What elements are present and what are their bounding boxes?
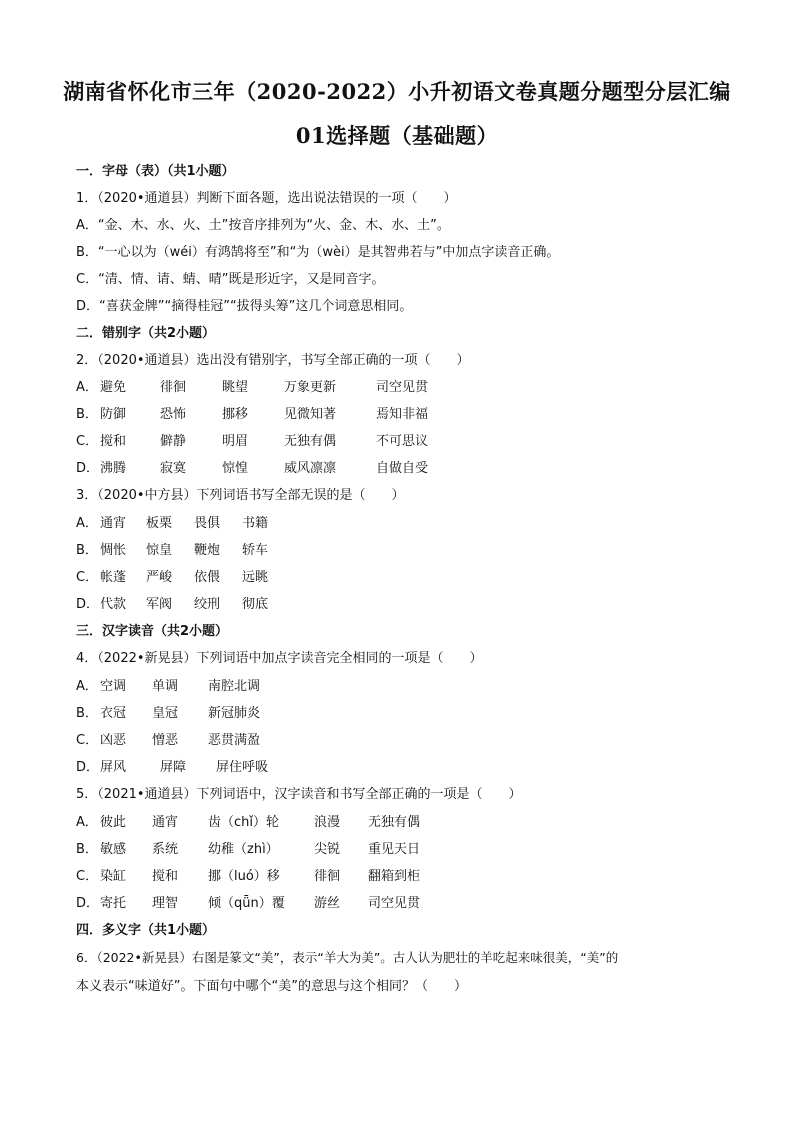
option-word: 依偎 [194,570,221,585]
option-word: 屏住呼吸 [216,760,269,775]
option-word: 彼此 [100,815,127,830]
option-word: 通宵 [100,516,127,531]
section-heading: 二．错别字（共2小题） [76,326,216,341]
option-word: 系统 [152,842,179,857]
option-word: 理智 [152,896,179,911]
question-stem: 1．（2020•通道县）判断下面各题，选出说法错误的一项（ ） [76,191,457,206]
option-label: B． [76,407,98,422]
option-word: 衣冠 [100,706,127,721]
option-word: 浪漫 [314,815,341,830]
option-c: C．“清、情、请、蜻、晴”既是形近字，又是同音字。 [76,272,385,287]
option-label: A． [76,679,98,694]
option-word: 书籍 [242,516,269,531]
section-heading: 一．字母（表）（共1小题） [76,164,235,179]
option-word: 齿（chǐ）轮 [208,815,279,830]
option-label: D． [76,896,100,911]
question-stem: 6．（2022•新晃县）右图是篆文“美”，表示“羊大为美”。古人认为肥壮的羊吃起来味很美，“美”的 [76,950,619,965]
option-word: 惊惶 [222,461,249,476]
option-word: 惊皇 [146,543,173,558]
option-word: 军阀 [146,597,173,612]
question-stem: 5．（2021•通道县）下列词语中，汉字读音和书写全部正确的一项是（ ） [76,787,522,802]
section-heading: 四．多义字（共1小题） [76,923,216,938]
option-word: 严峻 [146,570,173,585]
option-word: 轿车 [242,543,269,558]
section-heading: 三．汉字读音（共2小题） [76,624,229,639]
option-word: 搅和 [100,434,127,449]
option-word: 沸腾 [100,461,127,476]
option-word: 见微知著 [284,407,337,422]
option-word: 南腔北调 [208,679,261,694]
option-word: 绞刑 [194,597,221,612]
option-word: 僻静 [160,434,187,449]
question-stem: 4．（2022•新晃县）下列词语中加点字读音完全相同的一项是（ ） [76,651,483,666]
option-a: A．“金、木、水、火、土”按音序排列为“火、金、木、水、土”。 [76,218,450,233]
question-stem-continued: 本义表示“味道好”。下面句中哪个“美”的意思与这个相同？（ ） [76,979,467,994]
option-label: A． [76,516,98,531]
option-word: 染缸 [100,869,127,884]
option-word: 鞭炮 [194,543,221,558]
option-word: 新冠肺炎 [208,706,261,721]
option-word: 明眉 [222,434,249,449]
option-word: 帐蓬 [100,570,127,585]
option-word: 司空见贯 [376,380,429,395]
option-word: 板栗 [146,516,173,531]
document-subtitle: 01选择题（基础题） [295,123,499,148]
option-word: 无独有偶 [368,815,421,830]
option-word: 畏俱 [194,516,221,531]
option-word: 避免 [100,380,127,395]
option-word: 挪（luó）移 [208,869,280,884]
option-label: A． [76,815,98,830]
option-word: 威风凛凛 [284,461,337,476]
option-word: 远眺 [242,570,269,585]
option-word: 徘徊 [160,380,187,395]
option-word: 恶贯满盈 [208,733,261,748]
option-word: 敏感 [100,842,127,857]
option-word: 单调 [152,679,179,694]
option-word: 挪移 [222,407,249,422]
option-label: A． [76,380,98,395]
option-word: 恐怖 [160,407,187,422]
option-word: 焉知非福 [376,407,429,422]
option-word: 皇冠 [152,706,179,721]
option-label: D． [76,760,100,775]
document-title: 湖南省怀化市三年（2020-2022）小升初语文卷真题分题型分层汇编 [63,79,731,104]
option-label: D． [76,597,100,612]
question-stem: 2．（2020•通道县）选出没有错别字，书写全部正确的一项（ ） [76,353,470,368]
option-word: 不可思议 [376,434,429,449]
option-b: B．“一心以为（wéi）有鸿鹄将至”和“为（wèi）是其智弗若与”中加点字读音正确。 [76,245,560,260]
option-label: C． [76,733,99,748]
option-word: 防御 [100,407,127,422]
option-word: 眺望 [222,380,249,395]
option-word: 惆怅 [100,543,127,558]
option-word: 代款 [100,597,127,612]
option-label: B． [76,706,98,721]
question-stem: 3．（2020•中方县）下列词语书写全部无误的是（ ） [76,488,405,503]
option-word: 无独有偶 [284,434,337,449]
option-word: 自做自受 [376,461,429,476]
option-label: B． [76,842,98,857]
option-word: 倾（qǖn）覆 [208,896,285,911]
option-word: 万象更新 [284,380,337,395]
option-word: 彻底 [242,597,269,612]
option-word: 游丝 [314,896,341,911]
option-word: 搅和 [152,869,179,884]
option-word: 寂寞 [160,461,187,476]
option-word: 屏障 [160,760,187,775]
option-word: 寄托 [100,896,127,911]
option-word: 翻箱到柜 [368,869,421,884]
option-word: 徘徊 [314,869,341,884]
option-word: 屏风 [100,760,127,775]
option-label: C． [76,570,99,585]
option-word: 尖锐 [314,842,341,857]
option-word: 司空见贯 [368,896,421,911]
option-label: C． [76,869,99,884]
option-d: D．“喜获金牌”“摘得桂冠”“拔得头筹”这几个词意思相同。 [76,299,413,314]
option-label: C． [76,434,99,449]
option-word: 幼稚（zhì） [208,842,279,857]
option-word: 重见天日 [368,842,421,857]
option-word: 凶恶 [100,733,127,748]
option-label: D． [76,461,100,476]
option-word: 通宵 [152,815,179,830]
option-label: B． [76,543,98,558]
option-word: 憎恶 [152,733,179,748]
option-word: 空调 [100,679,127,694]
